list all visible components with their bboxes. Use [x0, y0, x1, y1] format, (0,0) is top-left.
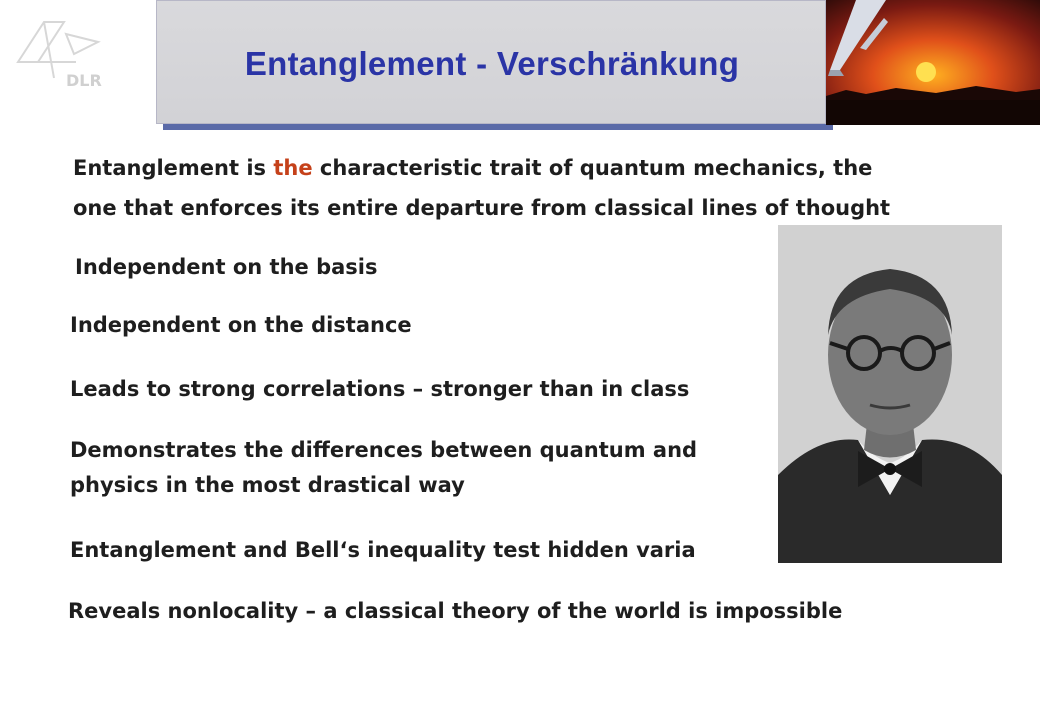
statement-entanglement-trait-part1: Entanglement is: [73, 156, 274, 180]
statement-strong-correlations: Leads to strong correlations – stronger than in class: [70, 377, 690, 401]
sunset-aircraft-photo: [826, 0, 1040, 125]
statement-entanglement-trait: [73, 150, 872, 186]
statement-independent-basis: Independent on the basis: [75, 255, 378, 279]
statement-entanglement-trait-part2: characteristic trait of quantum mechanics, the: [312, 156, 873, 180]
statement-bell-inequality: Entanglement and Bell‘s inequality test hidden varia: [70, 538, 696, 562]
svg-text:DLR: DLR: [66, 71, 102, 90]
statement-nonlocality: Reveals nonlocality – a classical theory of the world is impossible: [68, 599, 843, 623]
statement-differences-line2: physics in the most drastical way: [70, 473, 465, 497]
statement-differences-line1: Demonstrates the differences between quantum and: [70, 438, 698, 462]
dlr-logo: [14, 14, 114, 94]
portrait-photo: [778, 225, 1002, 563]
statement-entanglement-trait-line2: one that enforces its entire departure from classical lines of thought: [73, 196, 891, 220]
statement-independent-distance: Independent on the distance: [70, 313, 412, 337]
slide-title: Entanglement - Verschränkung: [244, 45, 740, 82]
title-banner: [156, 0, 826, 124]
highlight-the: the: [273, 156, 313, 180]
